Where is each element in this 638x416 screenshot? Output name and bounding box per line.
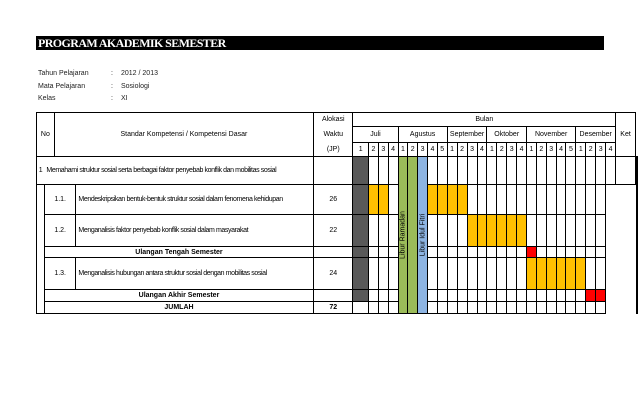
week-cell: 3 xyxy=(378,143,388,157)
week-cell: 1 xyxy=(526,143,536,157)
header-no: No xyxy=(37,113,55,157)
holiday-cell xyxy=(353,185,369,215)
holiday-cell xyxy=(353,215,369,247)
kd-number: 1.2. xyxy=(44,215,75,247)
info-value-tahun: 2012 / 2013 xyxy=(121,70,158,77)
header-waktu: Waktu xyxy=(314,127,353,143)
month-agustus: Agustus xyxy=(398,127,447,143)
holiday-cell xyxy=(353,157,369,185)
jumlah-jp: 72 xyxy=(314,302,353,314)
exam-cell xyxy=(596,290,606,302)
schedule-cell xyxy=(369,185,379,215)
libur-idul-fitri-column xyxy=(418,157,428,314)
program-table xyxy=(36,112,638,314)
info-label: Mata Pelajaran xyxy=(38,83,86,90)
week-cell: 2 xyxy=(586,143,596,157)
month-desember: Desember xyxy=(576,127,616,143)
kd-text: Mendeskripsikan bentuk-bentuk struktur sosial dalam fenomena kehidupan xyxy=(76,185,314,215)
libur-idul-fitri-label: Libur Idul Fitri xyxy=(419,213,427,257)
schedule-cell xyxy=(437,185,447,215)
semester-label xyxy=(637,207,638,264)
sk-jp xyxy=(314,157,353,185)
header-bulan: Bulan xyxy=(353,113,616,127)
title-bar xyxy=(36,36,604,50)
month-oktober: Oktober xyxy=(487,127,527,143)
exam-cell xyxy=(526,247,536,258)
week-cell: 5 xyxy=(566,143,576,157)
header-alokasi: Alokasi xyxy=(314,113,353,127)
schedule-cell xyxy=(546,258,556,290)
schedule-cell xyxy=(467,215,477,247)
week-cell: 1 xyxy=(487,143,497,157)
kd-jp: 24 xyxy=(314,258,353,290)
info-sep: : xyxy=(111,95,113,102)
jumlah-label: JUMLAH xyxy=(44,302,313,314)
schedule-cell xyxy=(576,258,586,290)
week-cell: 1 xyxy=(447,143,457,157)
week-cell: 3 xyxy=(467,143,477,157)
uas-label: Ulangan Akhir Semester xyxy=(44,290,313,302)
header-kompetensi: Standar Kompetensi / Kompetensi Dasar xyxy=(54,113,313,157)
week-cell: 4 xyxy=(427,143,437,157)
schedule-cell xyxy=(447,185,457,215)
kd-number: 1.3. xyxy=(44,258,75,290)
info-value-kelas: XI xyxy=(121,95,128,102)
week-cell: 2 xyxy=(369,143,379,157)
schedule-cell xyxy=(427,185,437,215)
libur-ramadan-label: Libur Ramadan xyxy=(399,211,407,259)
week-cell: 4 xyxy=(556,143,566,157)
month-september: September xyxy=(447,127,487,143)
week-cell: 2 xyxy=(536,143,546,157)
holiday-cell xyxy=(353,258,369,290)
week-cell: 2 xyxy=(408,143,418,157)
week-cell: 3 xyxy=(596,143,606,157)
schedule-cell xyxy=(477,215,487,247)
schedule-cell xyxy=(487,215,497,247)
kd-number: 1.1. xyxy=(44,185,75,215)
schedule-cell xyxy=(556,258,566,290)
week-cell: 1 xyxy=(576,143,586,157)
week-cell: 2 xyxy=(457,143,467,157)
holiday-cell xyxy=(353,290,369,302)
week-cell: 2 xyxy=(497,143,507,157)
exam-cell xyxy=(586,290,596,302)
week-cell: 4 xyxy=(477,143,487,157)
schedule-cell xyxy=(566,258,576,290)
week-cell: 4 xyxy=(517,143,527,157)
header-ket: Ket xyxy=(616,113,636,157)
semester-column xyxy=(637,157,638,314)
week-cell: 1 xyxy=(398,143,408,157)
month-november: November xyxy=(526,127,575,143)
schedule-cell xyxy=(507,215,517,247)
holiday-cell xyxy=(353,247,369,258)
info-sep: : xyxy=(111,70,113,77)
libur-ramadan-column xyxy=(408,157,418,314)
page-title: PROGRAM AKADEMIK SEMESTER xyxy=(38,36,226,50)
week-cell: 3 xyxy=(507,143,517,157)
kd-text: Menganalisis hubungan antara struktur sosial dengan mobilitas sosial xyxy=(76,258,314,290)
week-cell: 1 xyxy=(353,143,369,157)
week-cell: 3 xyxy=(546,143,556,157)
kd-jp: 26 xyxy=(314,185,353,215)
info-label: Kelas xyxy=(38,95,56,102)
libur-ramadan-column xyxy=(398,157,408,314)
week-cell: 4 xyxy=(606,143,616,157)
schedule-cell xyxy=(526,258,536,290)
schedule-cell xyxy=(378,185,388,215)
info-label: Tahun Pelajaran xyxy=(38,70,89,77)
month-juli: Juli xyxy=(353,127,398,143)
week-cell: 4 xyxy=(388,143,398,157)
sk-number: 1 xyxy=(37,157,45,185)
schedule-cell xyxy=(457,185,467,215)
schedule-cell xyxy=(536,258,546,290)
info-value-mapel: Sosiologi xyxy=(121,83,150,90)
uts-label: Ulangan Tengah Semester xyxy=(44,247,313,258)
info-sep: : xyxy=(111,83,113,90)
schedule-cell xyxy=(497,215,507,247)
header-jp: (JP) xyxy=(314,143,353,157)
week-cell: 3 xyxy=(418,143,428,157)
sk-text: Memahami struktur sosial serta berbagai faktor penyebab konflik dan mobilitas sosial xyxy=(44,157,313,185)
week-cell: 5 xyxy=(437,143,447,157)
schedule-cell xyxy=(517,215,527,247)
kd-jp: 22 xyxy=(314,215,353,247)
kd-text: Menganalisis faktor penyebab konflik sosial dalam masyarakat xyxy=(76,215,314,247)
